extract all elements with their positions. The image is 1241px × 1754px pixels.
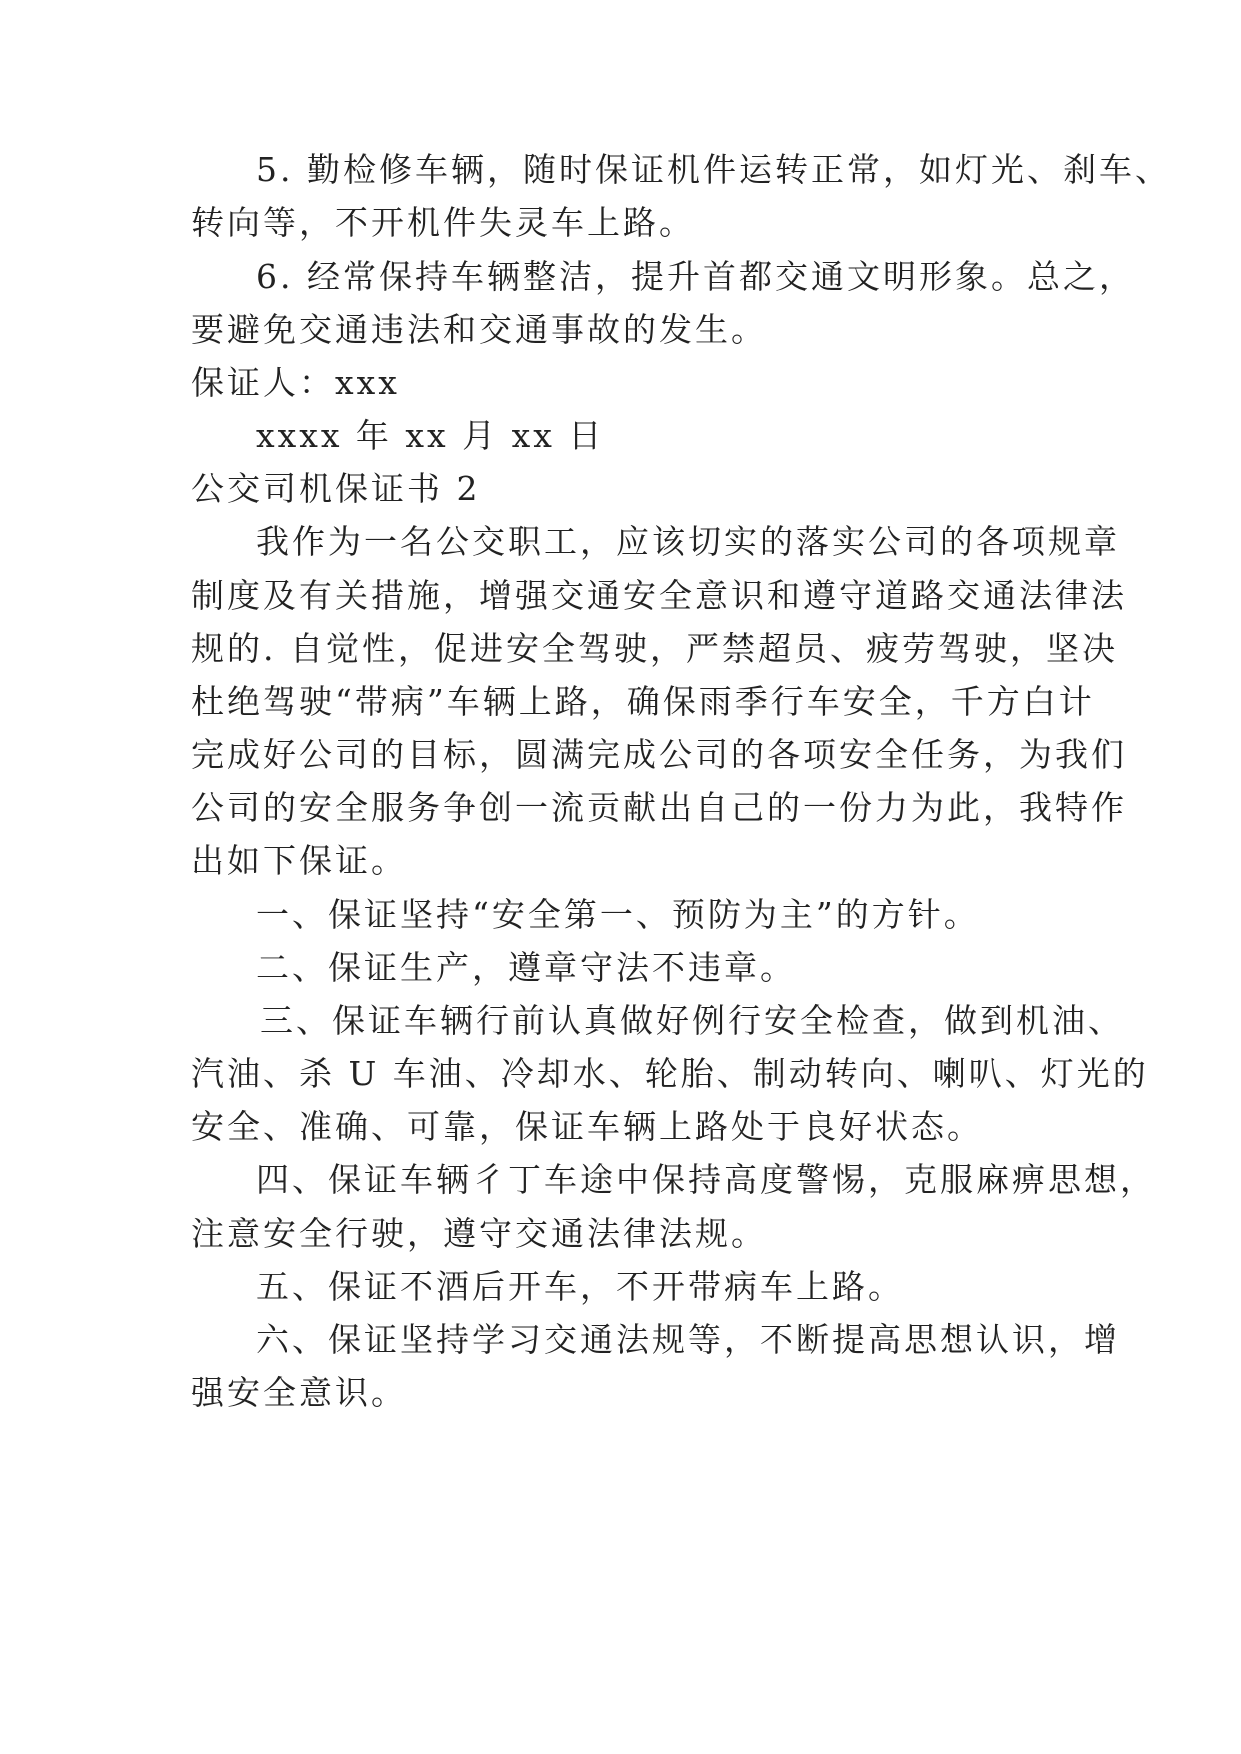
pledge-6-line: 六、保证坚持学习交通法规等，不断提高思想认识，增 xyxy=(256,1320,1120,1359)
intro-line: 杜绝驾驶“带病”车辆上路，确保雨季行车安全，千方白计 xyxy=(191,682,1095,721)
item6-line1: 6. 经常保持车辆整洁，提升首都交通文明形象。总之， xyxy=(256,257,1135,296)
date-line: xxxx 年 xx 月 xx 日 xyxy=(256,416,605,455)
section-title: 公交司机保证书 2 xyxy=(191,469,481,508)
pledge-3-line: 三、保证车辆行前认真做好例行安全检查，做到机油、 xyxy=(260,1001,1124,1040)
item5-line1: 5. 勤检修车辆，随时保证机件运转正常，如灯光、刹车、 xyxy=(256,150,1171,189)
pledge-2: 二、保证生产，遵章守法不违章。 xyxy=(256,948,796,987)
item5-line2: 转向等，不开机件失灵车上路。 xyxy=(191,203,695,242)
pledge-4-line: 注意安全行驶，遵守交通法律法规。 xyxy=(191,1214,767,1253)
intro-line: 出如下保证。 xyxy=(191,841,407,880)
pledge-4-line: 四、保证车辆彳丁车途中保持高度警惕，克服麻痹思想， xyxy=(256,1160,1156,1199)
intro-line: 规的. 自觉性，促进安全驾驶，严禁超员、疲劳驾驶，坚决 xyxy=(191,629,1118,668)
pledge-3-line: 汽油、杀 U 车油、冷却水、轮胎、制动转向、喇叭、灯光的 xyxy=(191,1054,1149,1093)
pledge-5: 五、保证不酒后开车，不开带病车上路。 xyxy=(256,1267,904,1306)
guarantor-line: 保证人：xxx xyxy=(191,363,400,402)
intro-line: 我作为一名公交职工，应该切实的落实公司的各项规章 xyxy=(256,522,1120,561)
intro-line: 完成好公司的目标，圆满完成公司的各项安全任务，为我们 xyxy=(191,735,1127,774)
pledge-3-line: 安全、准确、可靠，保证车辆上路处于良好状态。 xyxy=(191,1107,983,1146)
item6-line2: 要避免交通违法和交通事故的发生。 xyxy=(191,310,767,349)
intro-line: 制度及有关措施，增强交通安全意识和遵守道路交通法律法 xyxy=(191,576,1127,615)
pledge-6-line: 强安全意识。 xyxy=(191,1373,407,1412)
pledge-1: 一、保证坚持“安全第一、预防为主”的方针。 xyxy=(256,895,980,934)
intro-line: 公司的安全服务争创一流贡献出自己的一份力为此，我特作 xyxy=(191,788,1127,827)
